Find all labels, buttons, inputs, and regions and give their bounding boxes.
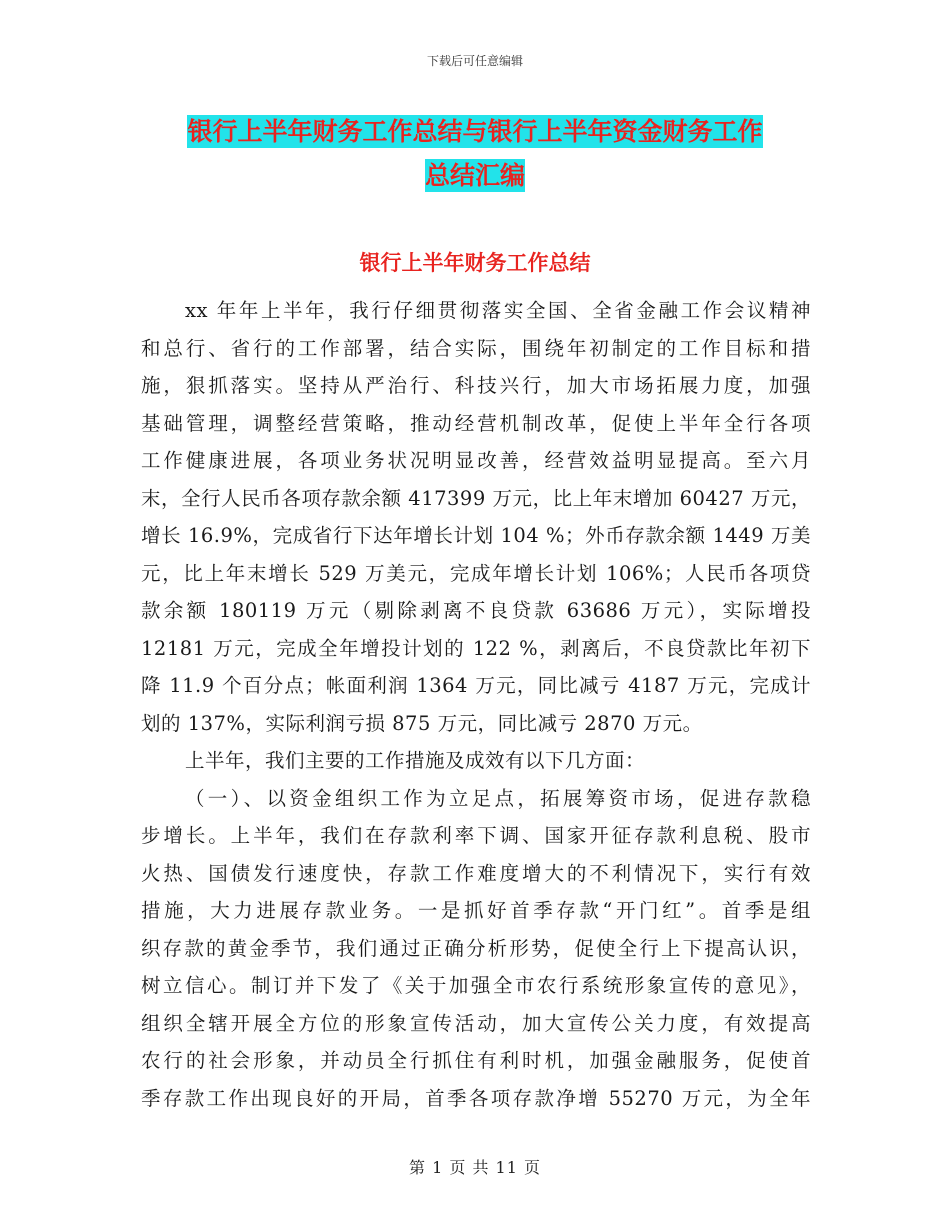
section-title: 银行上半年财务工作总结 <box>359 251 591 275</box>
text-line: 火热、国债发行速度快，存款工作难度增大的不利情况下，实行有效 <box>141 861 811 885</box>
text-line: 措施，大力进展存款业务。一是抓好首季存款“开门红”。首季是组 <box>141 899 811 922</box>
header-note: 下载后可任意编辑 <box>426 54 523 68</box>
text-line: xx 年年上半年，我行仔细贯彻落实全国、全省金融工作会议精神 <box>185 299 811 322</box>
text-line: 织存款的黄金季节，我们通过正确分析形势，促使全行上下提高认识， <box>141 936 811 960</box>
document-title <box>150 110 800 198</box>
text-line: 上半年，我们主要的工作措施及成效有以下几方面： <box>185 749 646 772</box>
text-line: 末，全行人民币各项存款余额 417399 万元，比上年末增加 60427 万元， <box>141 486 811 510</box>
text-line: 农行的社会形象，并动员全行抓住有利时机，加强金融服务，促使首 <box>141 1049 811 1072</box>
text-line: 组织全辖开展全方位的形象宣传活动，加大宣传公关力度，有效提高 <box>141 1011 811 1035</box>
text-line: （一）、以资金组织工作为立足点，拓展筹资市场，促进存款稳 <box>185 786 811 810</box>
paragraph-1 <box>141 292 811 742</box>
text-line: 季存款工作出现良好的开局，首季各项存款净增 55270 万元，为全年 <box>141 1086 811 1110</box>
text-line: 工作健康进展，各项业务状况明显改善，经营效益明显提高。至六月 <box>141 449 811 472</box>
document-title-line-1: 银行上半年财务工作总结与银行上半年资金财务工作 <box>187 117 763 146</box>
text-line: 施，狠抓落实。坚持从严治行、科技兴行，加大市场拓展力度，加强 <box>141 374 811 397</box>
document-title-line-2: 总结汇编 <box>424 161 525 190</box>
text-line: 划的 137%，实际利润亏损 875 万元，同比减亏 2870 万元。 <box>141 711 703 735</box>
text-line: 元，比上年末增长 529 万美元，完成年增长计划 106%；人民币各项贷 <box>141 561 811 585</box>
text-line: 步增长。上半年，我们在存款利率下调、国家开征存款利息税、股市 <box>141 824 811 847</box>
text-line: 降 11.9 个百分点；帐面利润 1364 万元，同比减亏 4187 万元，完成计 <box>141 674 811 697</box>
text-line: 基础管理，调整经营策略，推动经营机制改革，促使上半年全行各项 <box>141 411 811 435</box>
text-line: 树立信心。制订并下发了《关于加强全市农行系统形象宣传的意见》， <box>141 974 811 997</box>
text-line: 款余额 180119 万元（剔除剥离不良贷款 63686 万元），实际增投 <box>141 599 811 622</box>
body-text <box>141 292 811 1117</box>
text-line: 和总行、省行的工作部署，结合实际，围绕年初制定的工作目标和措 <box>141 336 811 360</box>
page-footer: 第 1 页 共 11 页 <box>409 1158 541 1177</box>
text-line: 增长 16.9%，完成省行下达年增长计划 104 %；外币存款余额 1449 万美 <box>141 524 811 547</box>
paragraph-2 <box>141 742 811 780</box>
paragraph-3 <box>141 780 811 1118</box>
text-line: 12181 万元，完成全年增投计划的 122 %，剥离后，不良贷款比年初下 <box>141 636 811 660</box>
